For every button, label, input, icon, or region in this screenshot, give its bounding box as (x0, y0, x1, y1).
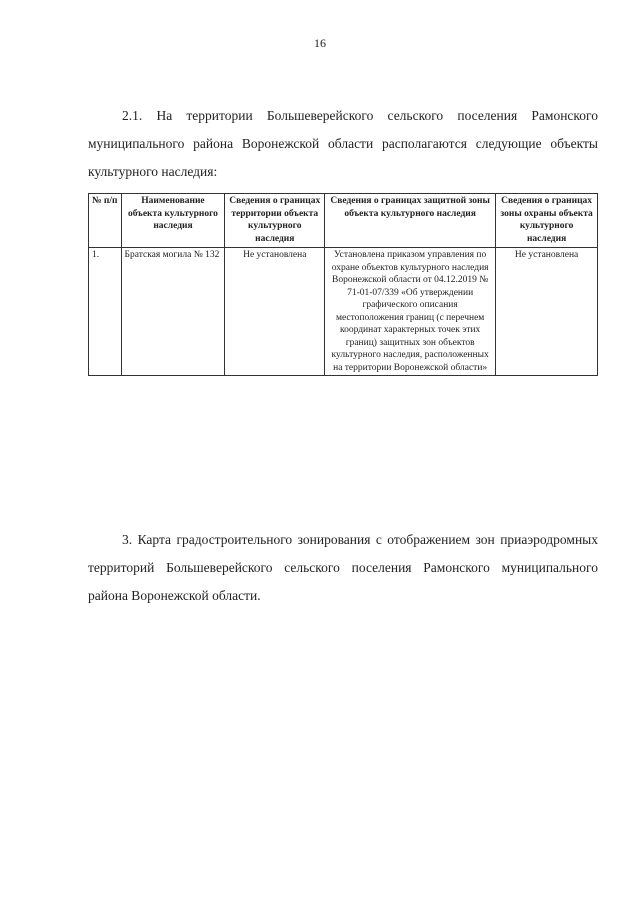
header-security-zone: Сведения о границах зоны охраны объекта культурного наследия (496, 194, 598, 248)
cell-protective-zone: Установлена приказом управления по охране объектов культурного наследия Воронежской области от 04.12.2019 № 71-01-07/339 «Об утверждении графического описания местоположения границ (с перечнем координат характерных точек этих границ) защитных зон объектов культурного наследия, расположенных на территории Воронежской области» (325, 248, 496, 376)
section-2-1-paragraph: 2.1. На территории Большеверейского сельского поселения Рамонского муниципального района Воронежской области располагаются следующие объекты культурного наследия: (88, 107, 598, 179)
table-header-row (89, 194, 598, 248)
table-row (89, 248, 598, 376)
cell-number: 1. (89, 248, 122, 376)
heritage-objects-table (88, 193, 598, 376)
header-territory-bounds: Сведения о границах территории объекта культурного наследия (225, 194, 325, 248)
page-number: 16 (314, 36, 326, 50)
header-object-name: Наименование объекта культурного наследия (121, 194, 225, 248)
header-number: № п/п (89, 194, 122, 248)
section-3-paragraph: 3. Карта градостроительного зонирования с отображением зон приаэродромных территорий Большеверейского сельского поселения Рамонского муниципального района Воронежской области. (88, 531, 598, 603)
cell-object-name: Братская могила № 132 (121, 248, 225, 376)
cell-territory-bounds: Не установлена (225, 248, 325, 376)
cell-security-zone: Не установлена (496, 248, 598, 376)
header-protective-zone: Сведения о границах защитной зоны объекта культурного наследия (325, 194, 496, 248)
